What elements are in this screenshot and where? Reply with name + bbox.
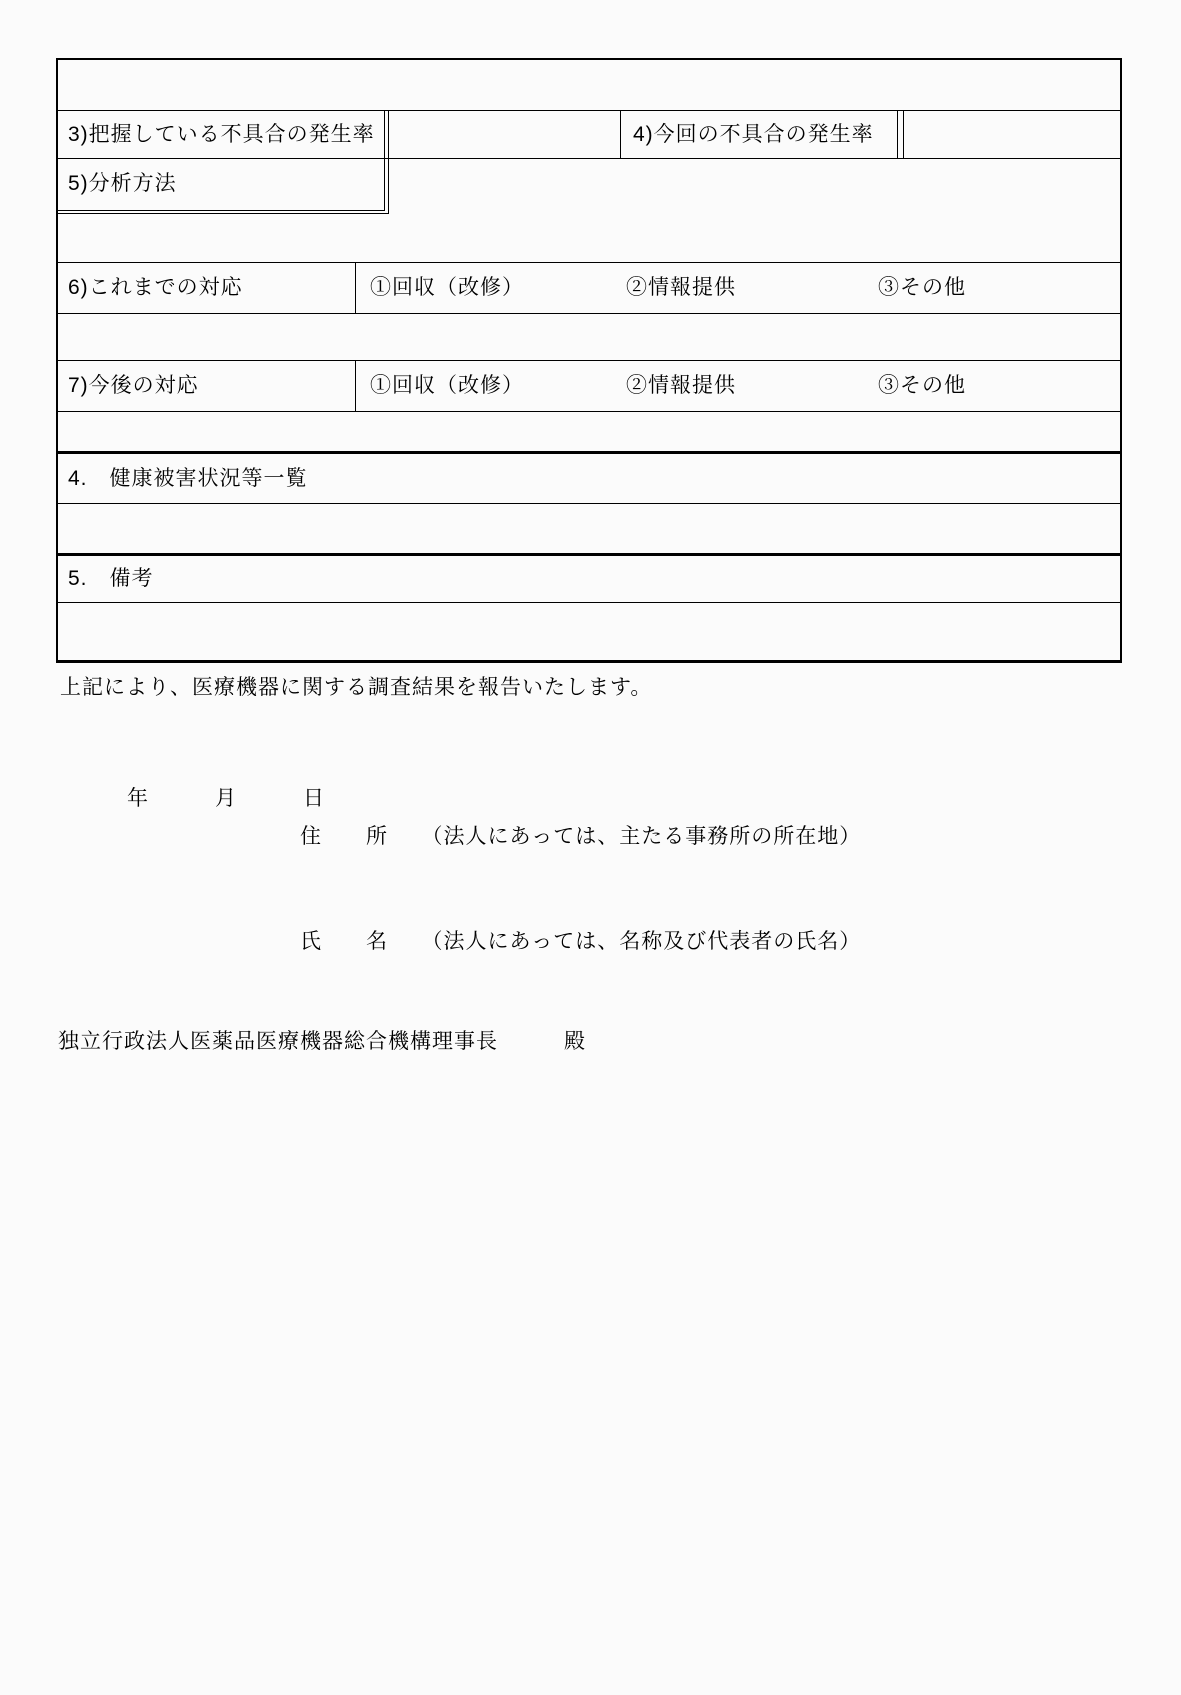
double-line-bottom	[58, 213, 389, 214]
current-defect-rate-label: 4)今回の不具合の発生率	[620, 111, 898, 158]
closing-statement: 上記により、医療機器に関する調査結果を報告いたします。	[60, 676, 653, 699]
option-recall-repair: ①回収（改修）	[370, 374, 524, 397]
known-defect-rate-value-cell	[389, 111, 619, 158]
option-recall-repair: ①回収（改修）	[370, 276, 524, 299]
name-line: 氏 名 （法人にあっては、名称及び代表者の氏名）	[300, 930, 862, 953]
investigation-result-table	[56, 58, 1122, 663]
current-defect-rate-value-cell	[904, 111, 1120, 158]
analysis-method-value-cell	[389, 159, 1120, 262]
known-defect-rate-label: 3)把握している不具合の発生率	[68, 122, 375, 146]
date-line: 年 月 日	[127, 787, 325, 810]
health-damage-section-value-cell	[58, 504, 1120, 553]
option-information: ②情報提供	[626, 374, 736, 397]
health-damage-section-label: 4. 健康被害状況等一覧	[68, 466, 308, 490]
option-other: ③その他	[878, 276, 966, 299]
future-response-detail-cell	[58, 412, 1120, 451]
future-response-label: 7)今後の対応	[58, 361, 356, 411]
address-line: 住 所 （法人にあっては、主たる事務所の所在地）	[300, 825, 862, 848]
past-response-row	[58, 263, 1120, 313]
empty-header-row	[58, 60, 1120, 110]
past-response-label: 6)これまでの対応	[58, 263, 356, 313]
option-other: ③その他	[878, 374, 966, 397]
option-information: ②情報提供	[626, 276, 736, 299]
future-response-row	[58, 361, 1120, 411]
remarks-section-value-cell	[58, 603, 1120, 660]
remarks-section-label: 5. 備考	[68, 567, 154, 590]
rate-analysis-label-block	[58, 111, 385, 211]
past-response-detail-cell	[58, 314, 1120, 360]
analysis-method-label: 5)分析方法	[68, 172, 177, 195]
addressee-line: 独立行政法人医薬品医療機器総合機構理事長 殿	[58, 1030, 586, 1053]
